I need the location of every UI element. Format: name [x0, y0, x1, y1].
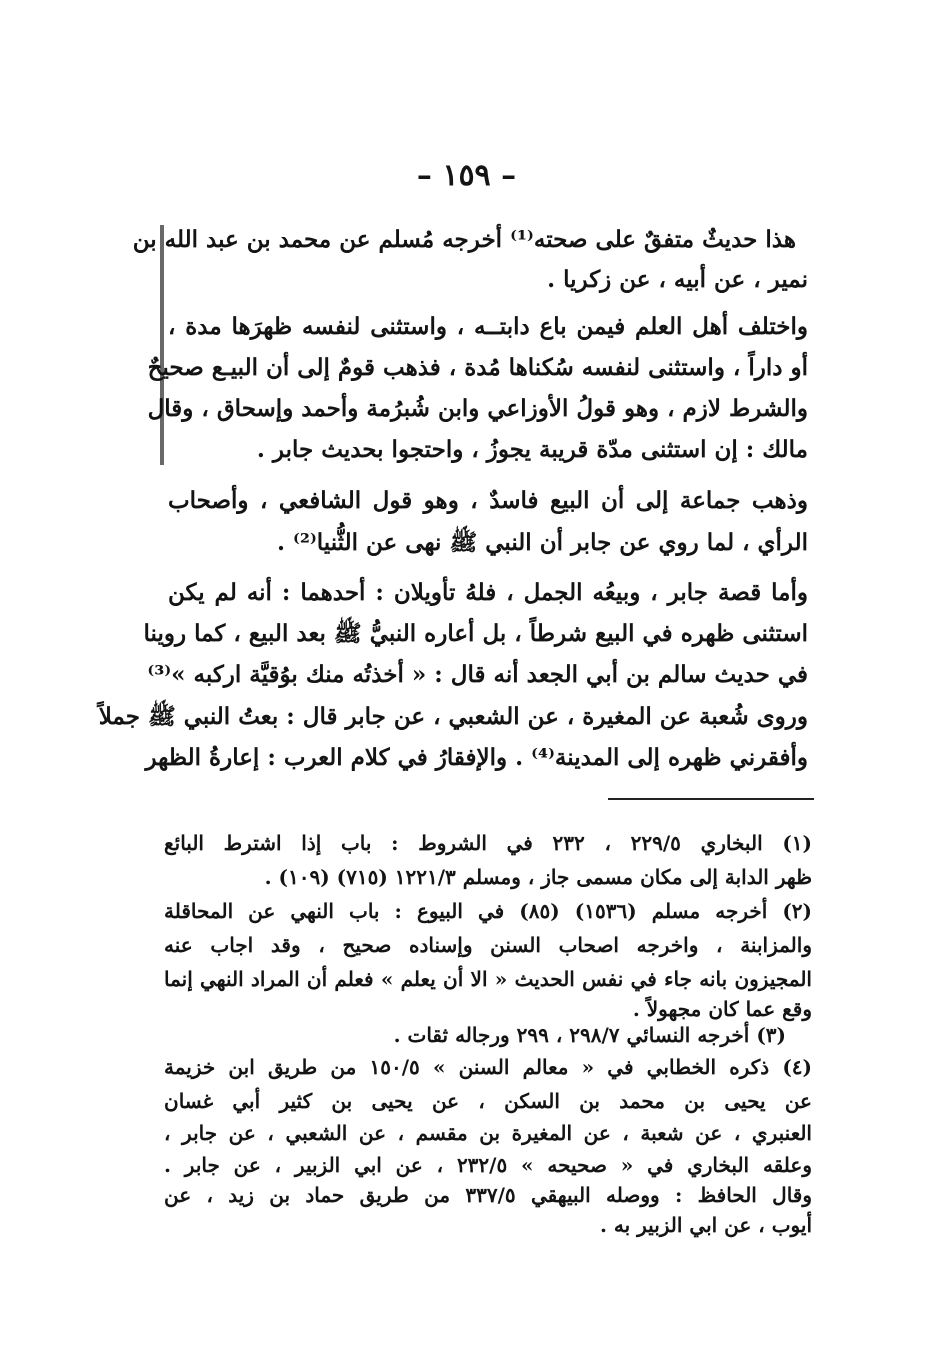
footnote-line-1: (١) البخاري ٢٢٩/٥ ، ٢٣٢ في الشروط : باب إذا اشترط البائع: [164, 831, 812, 855]
footnote-line-9: عن يحيى بن محمد بن السكن ، عن يحيى بن كثير أبي غسان: [164, 1089, 812, 1113]
footnote-line-3: (٢) أخرجه مسلم (١٥٣٦) (٨٥) في البيوع : باب النهي عن المحاقلة: [164, 899, 813, 923]
body-line-1: هذا حديثٌ متفقٌ على صحته⁽¹⁾ أخرجه مُسلم عن محمد بن عبد الله بن: [132, 226, 796, 253]
footnote-line-6: وقع عما كان مجهولاً .: [632, 997, 812, 1021]
body-line-7: وذهب جماعة إلى أن البيع فاسدٌ ، وهو قول الشافعي ، وأصحاب: [168, 487, 808, 514]
footnote-line-11: وعلقه البخاري في « صحيحه » ٢٣٢/٥ ، عن ابي الزبير ، عن جابر .: [164, 1153, 812, 1177]
scan-edge-mark: [160, 225, 164, 465]
footnote-separator: [608, 798, 814, 800]
body-line-4: أو داراً ، واستثنى لنفسه سُكناها مُدة ، فذهب قومٌ إلى أن البيـع صحيحٌ: [147, 354, 808, 381]
body-line-3: واختلف أهل العلم فيمن باع دابتــه ، واستثنى لنفسه ظهرَها مدة ،: [168, 313, 808, 340]
body-line-11: في حديث سالم بن أبي الجعد أنه قال : « أخذتُه منك بوُقيَّة اركبه »⁽³⁾: [147, 661, 808, 688]
footnote-line-5: المجيزون بانه جاء في نفس الحديث « الا أن يعلم » فعلم أن المراد النهي إنما: [164, 967, 812, 991]
footnote-line-13: أيوب ، عن ابي الزبير به .: [599, 1213, 812, 1237]
footnote-line-10: العنبري ، عن شعبة ، عن المغيرة بن مقسم ، عن الشعبي ، عن جابر ،: [164, 1121, 812, 1145]
body-line-2: نمير ، عن أبيه ، عن زكريا .: [547, 266, 808, 293]
body-line-8: الرأي ، لما روي عن جابر أن النبي ﷺ نهى عن الثُّنيا⁽²⁾ .: [276, 529, 808, 556]
body-line-6: مالك : إن استثنى مدّة قريبة يجوزُ ، واحتجوا بحديث جابر .: [256, 436, 808, 463]
body-line-5: والشرط لازم ، وهو قولُ الأوزاعي وابن شُبرُمة وأحمد وإسحاق ، وقال: [147, 395, 808, 422]
footnote-line-7: (٣) أخرجه النسائي ٢٩٨/٧ ، ٢٩٩ ورجاله ثقات .: [393, 1023, 786, 1047]
footnote-line-2: ظهر الدابة إلى مكان مسمى جاز ، ومسلم ١٢٢١/٣ (٧١٥) (١٠٩) .: [264, 865, 812, 889]
body-line-9: وأما قصة جابر ، وبيعُه الجمل ، فلهُ تأويلان : أحدهما : أنه لم يكن: [168, 579, 808, 606]
footnote-line-4: والمزابنة ، واخرجه اصحاب السنن وإسناده صحيح ، وقد اجاب عنه: [164, 933, 812, 957]
footnote-line-12: وقال الحافظ : ووصله البيهقي ٣٣٧/٥ من طريق حماد بن زيد ، عن: [164, 1183, 813, 1207]
page-number: – ١٥٩ –: [416, 158, 517, 193]
footnote-line-8: (٤) ذكره الخطابي في « معالم السنن » ١٥٠/٥ من طريق ابن خزيمة: [164, 1055, 813, 1079]
body-line-13: وأفقرني ظهره إلى المدينة⁽⁴⁾ . والإفقارُ في كلام العرب : إعارةُ الظهر: [145, 744, 808, 771]
body-line-10: استثنى ظهره في البيع شرطاً ، بل أعاره النبيُّ ﷺ بعد البيع ، كما روينا: [143, 620, 808, 647]
body-line-12: وروى شُعبة عن المغيرة ، عن الشعبي ، عن جابر قال : بعتُ النبي ﷺ جملاً: [98, 703, 808, 730]
